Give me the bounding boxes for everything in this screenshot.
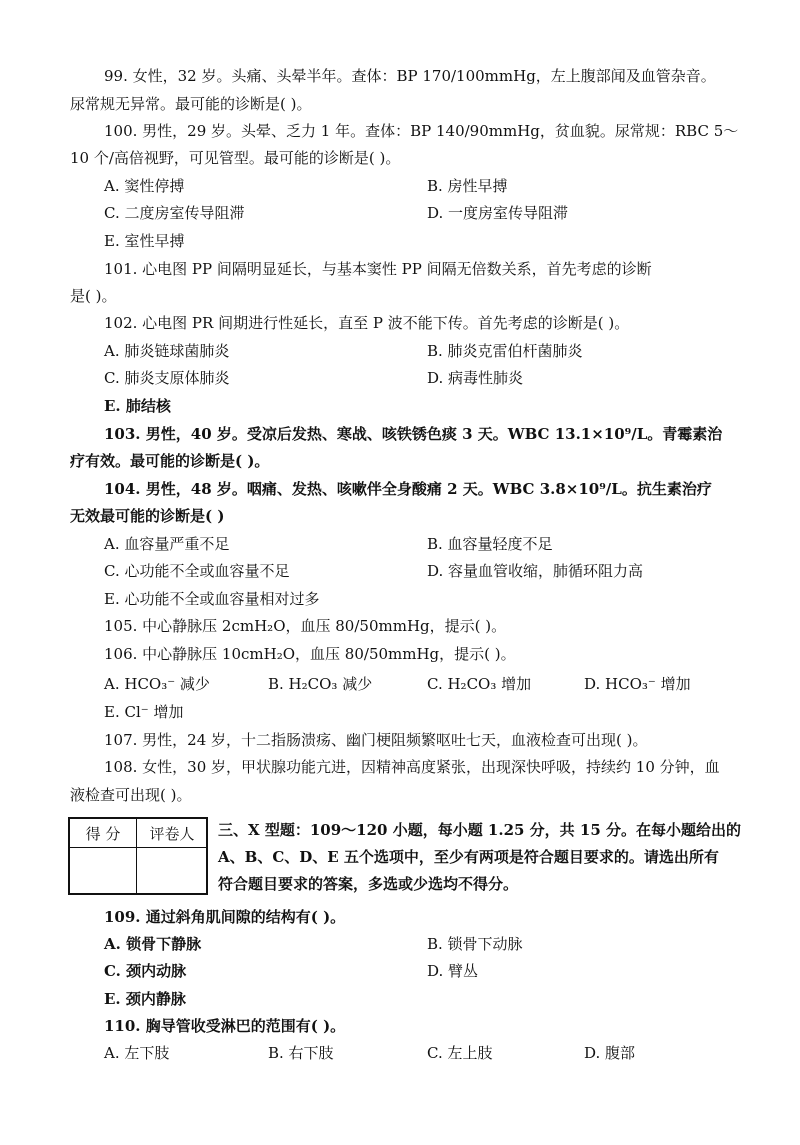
q109-option-c: C. 颈内动脉 — [104, 962, 187, 980]
q99-line1: 99. 女性，32 岁。头痛、头晕半年。查体：BP 170/100mmHg，左上腹部闻及血管杂音。 — [104, 67, 716, 85]
q107-line1: 107. 男性，24 岁，十二指肠溃疡、幽门梗阻频繁呕吐七天，血液检查可出现( )。 — [104, 731, 648, 749]
q109-line1: 109. 通过斜角肌间隙的结构有( )。 — [104, 908, 346, 926]
q103-line2: 疗有效。最可能的诊断是( )。 — [70, 452, 270, 470]
score-box — [68, 817, 208, 895]
q109-option-b: B. 锁骨下动脉 — [427, 935, 523, 953]
section-line2: A、B、C、D、E 五个选项中，至少有两项是符合题目要求的。请选出所有 — [218, 848, 719, 866]
q110-option-c: C. 左上肢 — [427, 1044, 493, 1062]
score-label: 得 分 — [85, 825, 121, 843]
grader-label: 评卷人 — [149, 825, 195, 843]
q110-line1: 110. 胸导管收受淋巴的范围有( )。 — [104, 1017, 346, 1035]
q100-option-c: C. 二度房室传导阻滞 — [104, 204, 245, 222]
section-line3: 符合题目要求的答案，多选或少选均不得分。 — [218, 875, 519, 893]
q106-option-a: A. HCO₃⁻ 减少 — [104, 675, 210, 693]
q102-option-d: D. 病毒性肺炎 — [427, 369, 524, 387]
q101-line2: 是( )。 — [70, 287, 117, 305]
q104-line1: 104. 男性，48 岁。咽痛、发热、咳嗽伴全身酸痛 2 天。WBC 3.8×10⁹/L。抗生素治疗 — [104, 480, 712, 498]
q104-option-a: A. 血容量严重不足 — [104, 535, 230, 553]
q110-option-d: D. 腹部 — [584, 1044, 636, 1062]
q109-option-a: A. 锁骨下静脉 — [104, 935, 202, 953]
q108-line1: 108. 女性，30 岁，甲状腺功能亢进，因精神高度紧张，出现深快呼吸，持续约 10 分钟，血 — [104, 758, 720, 776]
q109-option-e: E. 颈内静脉 — [104, 990, 186, 1008]
q100-option-e: E. 室性早搏 — [104, 232, 185, 250]
q103-line1: 103. 男性，40 岁。受凉后发热、寒战、咳铁锈色痰 3 天。WBC 13.1×10⁹/L。青霉素治 — [104, 425, 723, 443]
q102-line1: 102. 心电图 PR 间期进行性延长，直至 P 波不能下传。首先考虑的诊断是( )。 — [104, 314, 630, 332]
q106-option-d: D. HCO₃⁻ 增加 — [584, 675, 691, 693]
q105-line1: 105. 中心静脉压 2cmH₂O，血压 80/50mmHg，提示( )。 — [104, 617, 507, 635]
q110-option-b: B. 右下肢 — [268, 1044, 334, 1062]
q100-option-d: D. 一度房室传导阻滞 — [427, 204, 569, 222]
q102-option-b: B. 肺炎克雷伯杆菌肺炎 — [427, 342, 583, 360]
q110-option-a: A. 左下肢 — [104, 1044, 170, 1062]
q104-option-b: B. 血容量轻度不足 — [427, 535, 553, 553]
q101-line1: 101. 心电图 PP 间隔明显延长，与基本窦性 PP 间隔无倍数关系，首先考虑的诊断 — [104, 260, 652, 278]
q104-line2: 无效最可能的诊断是( ) — [70, 507, 225, 525]
q109-option-d: D. 臂丛 — [427, 962, 479, 980]
q106-option-c: C. H₂CO₃ 增加 — [427, 675, 532, 693]
q100-option-a: A. 窦性停搏 — [104, 177, 185, 195]
q106-option-e: E. Cl⁻ 增加 — [104, 703, 184, 721]
q106-option-b: B. H₂CO₃ 减少 — [268, 675, 373, 693]
q100-line2: 10 个/高倍视野，可见管型。最可能的诊断是( )。 — [70, 149, 401, 167]
q100-option-b: B. 房性早搏 — [427, 177, 508, 195]
q104-option-d: D. 容量血管收缩，肺循环阻力高 — [427, 562, 644, 580]
q106-line1: 106. 中心静脉压 10cmH₂O，血压 80/50mmHg，提示( )。 — [104, 645, 516, 663]
q100-line1: 100. 男性，29 岁。头晕、乏力 1 年。查体：BP 140/90mmHg，贫血貌。尿常规：RBC 5～ — [104, 122, 739, 140]
q102-option-a: A. 肺炎链球菌肺炎 — [104, 342, 230, 360]
q102-option-e: E. 肺结核 — [104, 397, 171, 415]
q108-line2: 液检查可出现( )。 — [70, 786, 192, 804]
q104-option-c: C. 心功能不全或血容量不足 — [104, 562, 290, 580]
q104-option-e: E. 心功能不全或血容量相对过多 — [104, 590, 320, 608]
q99-line2: 尿常规无异常。最可能的诊断是( )。 — [70, 95, 312, 113]
section-line1: 三、X 型题：109～120 小题，每小题 1.25 分，共 15 分。在每小题给出的 — [218, 821, 742, 839]
q102-option-c: C. 肺炎支原体肺炎 — [104, 369, 230, 387]
